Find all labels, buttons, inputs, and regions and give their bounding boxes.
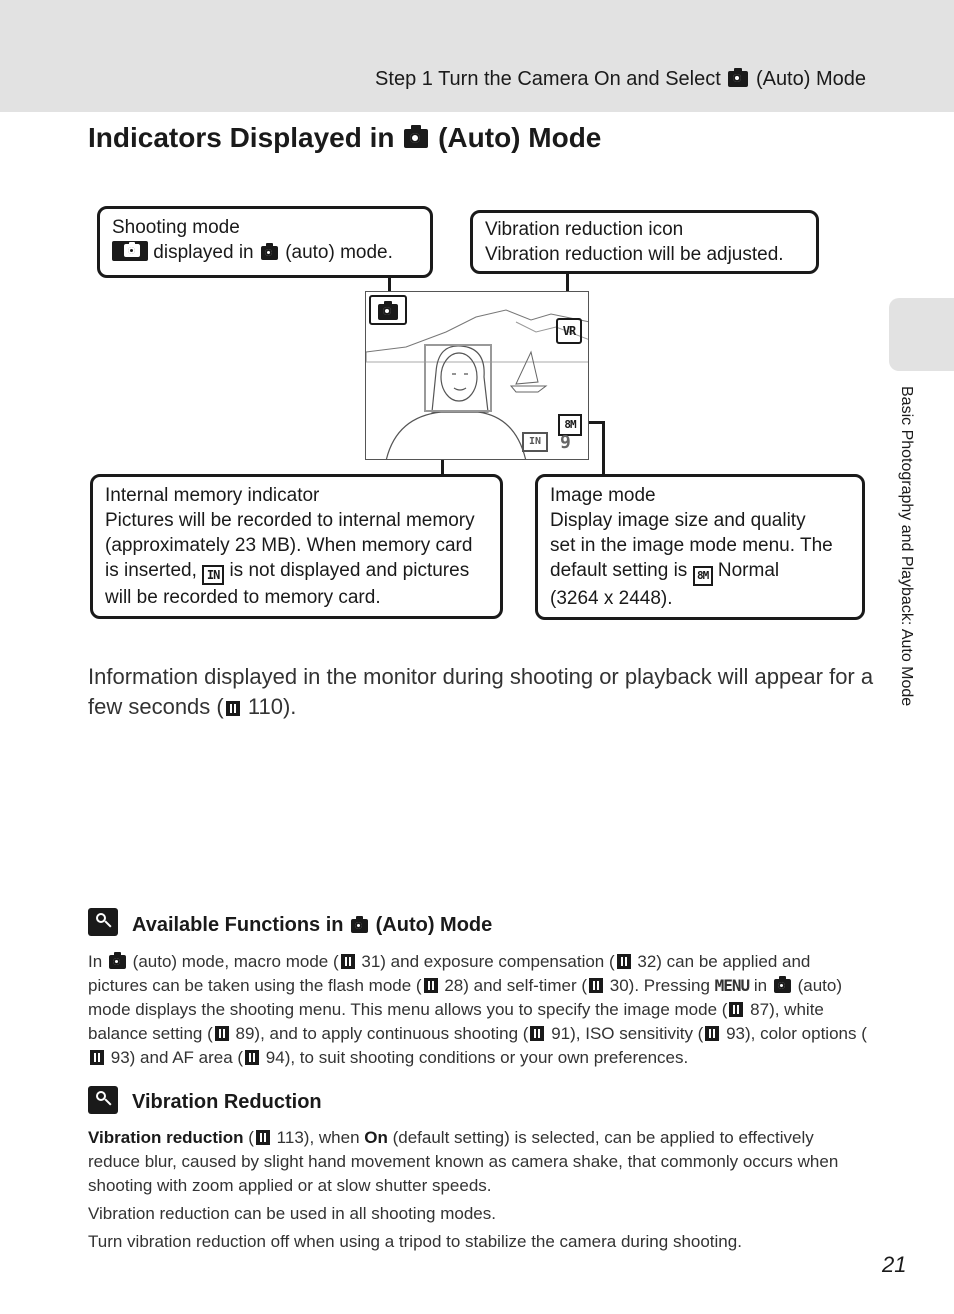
auto-mode-camera-icon bbox=[109, 955, 126, 969]
page-reference-icon bbox=[90, 1050, 104, 1065]
internal-memory-icon: IN bbox=[202, 565, 224, 585]
note-heading bbox=[132, 914, 492, 937]
callout-text: is not displayed and pictures bbox=[229, 560, 470, 581]
intro-paragraph bbox=[88, 662, 878, 722]
callout-vibration-reduction bbox=[470, 210, 819, 274]
callout-line: set in the image mode menu. The bbox=[550, 535, 833, 556]
page-reference-icon bbox=[226, 701, 240, 716]
callout-title: Vibration reduction icon bbox=[485, 219, 684, 240]
section-tab bbox=[889, 298, 954, 371]
callout-line bbox=[550, 558, 850, 586]
title-text-before: Indicators Displayed in bbox=[88, 122, 395, 153]
monitor-illustration bbox=[365, 291, 589, 460]
note-heading: Vibration Reduction bbox=[132, 1091, 322, 1113]
note-icon bbox=[88, 1086, 118, 1114]
callout-line bbox=[105, 558, 488, 585]
page-reference-icon bbox=[617, 954, 631, 969]
note-heading-text: Available Functions in bbox=[132, 914, 344, 936]
callout-text: Normal bbox=[717, 560, 780, 581]
page-number: 21 bbox=[882, 1252, 907, 1277]
menu-button-glyph: MENU bbox=[714, 976, 750, 995]
auto-mode-camera-icon bbox=[728, 71, 748, 87]
shooting-mode-icon bbox=[112, 241, 148, 261]
af-frame bbox=[424, 344, 492, 412]
page-reference-icon bbox=[424, 978, 438, 993]
callout-text: displayed in bbox=[153, 242, 254, 263]
note-icon bbox=[88, 908, 118, 936]
term-vibration-reduction: Vibration reduction bbox=[88, 1128, 244, 1147]
auto-mode-camera-icon bbox=[351, 919, 368, 933]
term-on: On bbox=[364, 1128, 388, 1147]
page-reference-icon bbox=[245, 1050, 259, 1065]
callout-title: Image mode bbox=[550, 485, 656, 506]
section-label: Basic Photography and Playback: Auto Mode bbox=[898, 386, 915, 707]
note-body: Vibration reduction ( 113), when On (default setting) is selected, can be applied to effectively reduce blur, caused by slight hand movement known as camera shake, that commonly occurs when shooting with zoom applied or at slow shutter speeds. bbox=[88, 1128, 839, 1195]
page-reference-icon bbox=[705, 1026, 719, 1041]
page-reference-icon bbox=[530, 1026, 544, 1041]
camera-icon bbox=[124, 244, 140, 257]
auto-mode-camera-icon bbox=[404, 129, 428, 148]
lcd-vibration-reduction-icon: VR bbox=[556, 318, 582, 344]
callout-line: Vibration reduction will be adjusted. bbox=[485, 244, 784, 265]
callout-text: default setting is bbox=[550, 560, 688, 581]
lcd-frames-remaining: 9 bbox=[560, 432, 571, 453]
page-reference-icon bbox=[215, 1026, 229, 1041]
callout-title: Internal memory indicator bbox=[105, 485, 320, 506]
auto-mode-camera-icon bbox=[261, 246, 278, 260]
lcd-internal-memory-icon: IN bbox=[522, 432, 548, 452]
callout-line: (approximately 23 MB). When memory card bbox=[105, 535, 473, 556]
callout-title: Shooting mode bbox=[112, 217, 240, 238]
note-body: In (auto) mode, macro mode ( 31) and exposure compensation ( 32) can be applied and pictures can be taken using the flash mode ( 28) and self-timer ( 30). Pressing MENU in (auto) mode displays the shooting menu. This menu allows you to specify the image mode ( 87), white balance setting ( 89), and to apply continuous shooting ( 91), ISO sensitivity ( 93), color options ( 93) and AF area ( 94), to suit shooting conditions or your own preferences. bbox=[88, 952, 867, 1067]
connector-image-mode-v bbox=[602, 421, 605, 476]
callout-shooting-mode bbox=[97, 206, 433, 278]
callout-line: will be recorded to memory card. bbox=[105, 587, 381, 608]
page-reference-icon bbox=[341, 954, 355, 969]
auto-mode-camera-icon bbox=[774, 979, 791, 993]
intro-text: Information displayed in the monitor during shooting or playback will appear for a few seconds ( bbox=[88, 664, 874, 719]
page-reference-icon bbox=[589, 978, 603, 993]
callout-internal-memory bbox=[90, 474, 503, 619]
header-band bbox=[0, 0, 954, 112]
callout-line bbox=[112, 240, 418, 265]
title-text-after: (Auto) Mode bbox=[438, 122, 602, 153]
callout-line: Pictures will be recorded to internal memory bbox=[105, 510, 475, 531]
callout-image-mode bbox=[535, 474, 865, 620]
page-title bbox=[88, 122, 601, 154]
note-paragraph: Turn vibration reduction off when using a tripod to stabilize the camera during shooting. bbox=[88, 1232, 742, 1251]
running-header bbox=[375, 68, 866, 91]
header-text-after: (Auto) Mode bbox=[755, 68, 866, 90]
callout-text: (auto) mode. bbox=[285, 242, 393, 263]
lcd-shooting-mode-icon bbox=[369, 295, 407, 325]
intro-text: ). bbox=[282, 694, 297, 719]
header-text-before: Step 1 Turn the Camera On and Select bbox=[375, 68, 721, 90]
callout-line: Display image size and quality bbox=[550, 510, 806, 531]
callout-line: (3264 x 2448). bbox=[550, 588, 673, 609]
callout-text: is inserted, bbox=[105, 560, 197, 581]
page-reference: 110 bbox=[247, 694, 283, 719]
page-reference-icon bbox=[729, 1002, 743, 1017]
camera-icon bbox=[378, 304, 398, 320]
image-mode-8m-icon: 8M bbox=[693, 566, 713, 586]
lcd-image-mode-icon: 8M bbox=[558, 414, 582, 436]
note-paragraph: Vibration reduction can be used in all shooting modes. bbox=[88, 1204, 496, 1223]
page-reference-icon bbox=[256, 1130, 270, 1145]
note-heading-text: (Auto) Mode bbox=[375, 914, 493, 936]
